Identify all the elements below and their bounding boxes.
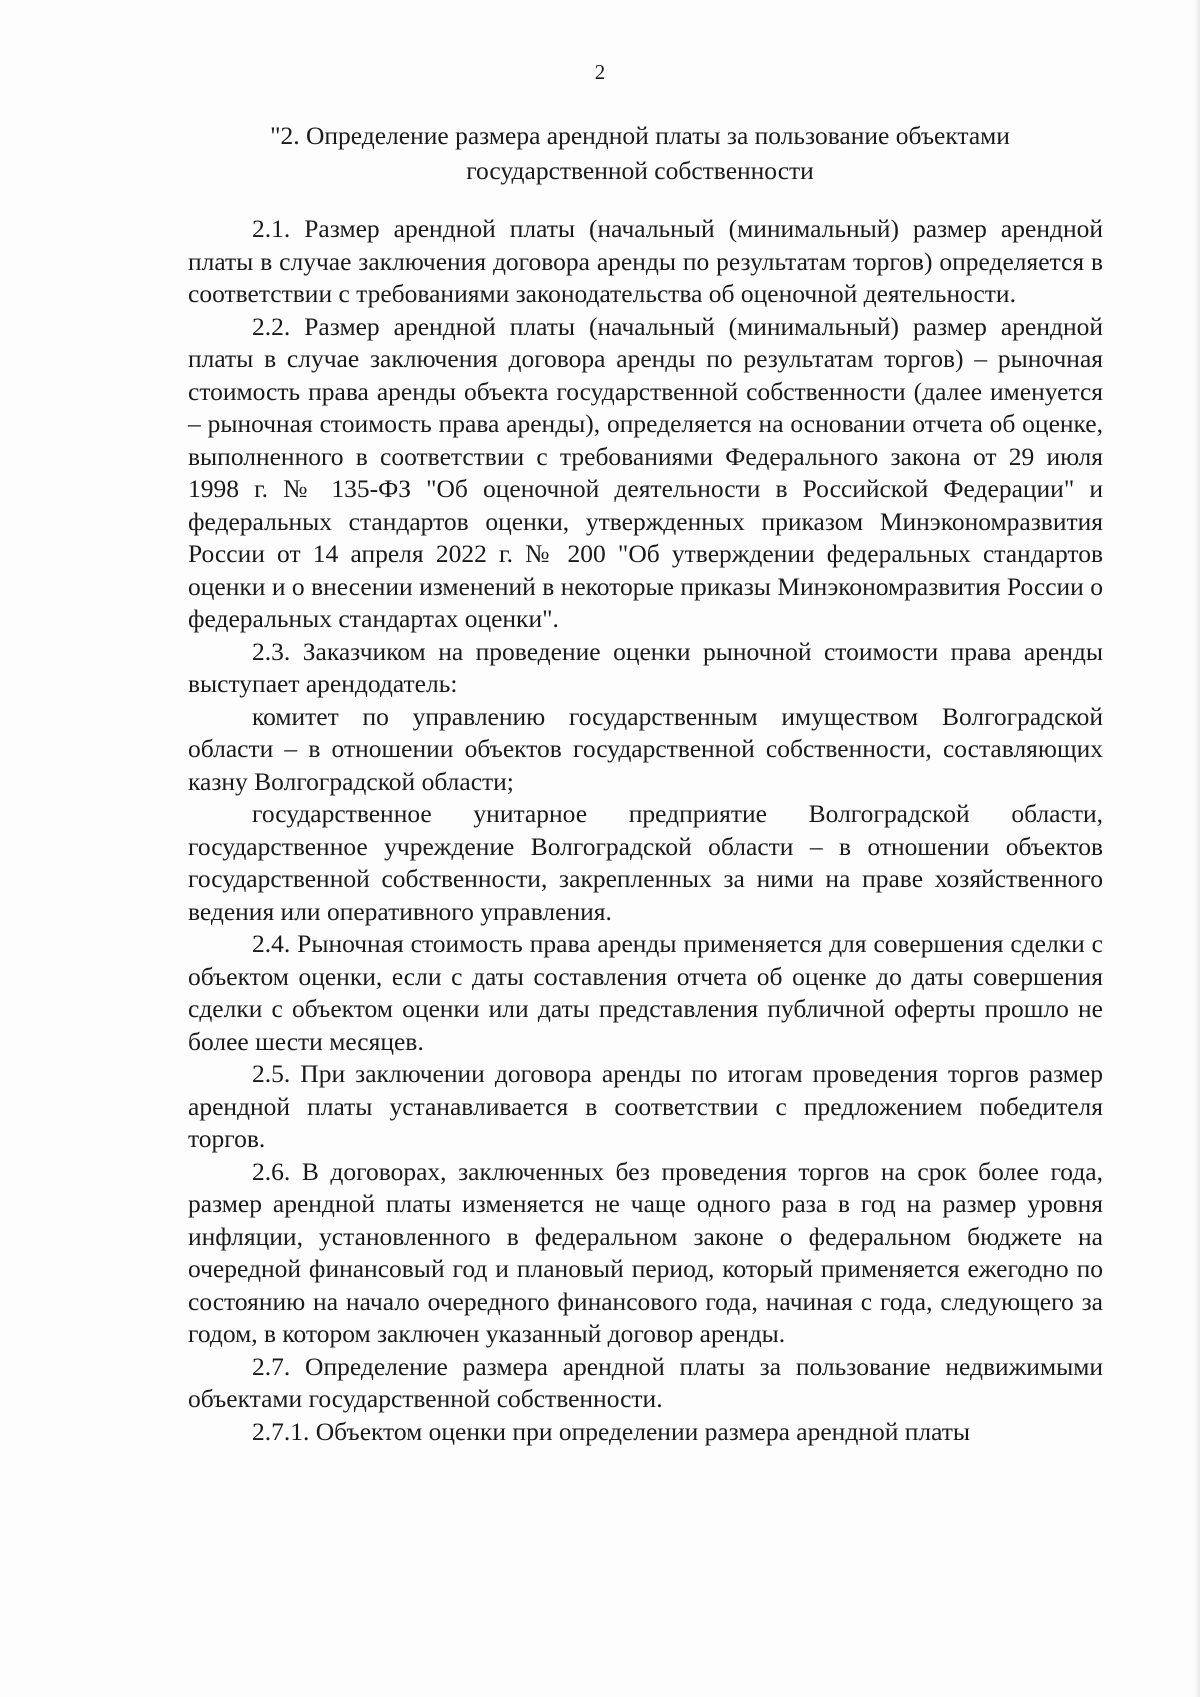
paragraph-2-5: 2.5. При заключении договора аренды по итогам проведения торгов размер арендной платы устанавливается в соответствии с предложением победителя торгов. [188,1059,1103,1153]
paragraph-2-3-enterprise: государственное унитарное предприятие Волгоградской области, государственное учреждение Волгоградской области – в отношении объектов государственной собственности, закрепленных за ними на праве хозяйственного ведения или оперативного управления. [188,799,1103,926]
paragraph-2-3-committee: комитет по управлению государственным имуществом Волгоградской области – в отношении объектов государственной собственности, составляющих казну Волгоградской области; [188,701,1103,796]
page-number: 2 [594,60,606,84]
paragraph-2-3: 2.3. Заказчиком на проведение оценки рыночной стоимости права аренды выступает арендодатель: [188,636,1103,698]
document-body [188,213,1103,1448]
scan-edge-shadow [1194,0,1200,1697]
section-heading: "2. Определение размера арендной платы за пользование объектами государственной собственности [270,121,1010,185]
paragraph-2-1: 2.1. Размер арендной платы (начальный (минимальный) размер арендной платы в случае заключения договора аренды по результатам торгов) определяется в соответствии с требованиями законодательства об оценочной деятельности. [188,214,1103,308]
paragraph-2-7: 2.7. Определение размера арендной платы за пользование недвижимыми объектами государственной собственности. [188,1351,1103,1413]
paragraph-2-2: 2.2. Размер арендной платы (начальный (минимальный) размер арендной платы в случае заключения договора аренды по результатам торгов) – рыночная стоимость права аренды объекта государственной собственности (далее именуется – рыночная стоимость права аренды), определяется на основании отчета об оценке, выполненного в соответствии с требованиями Федерального закона от 29 июля 1998 г. № 135-ФЗ "Об оценочной деятельности в Российской Федерации" и федеральных стандартов оценки, утвержденных приказом Минэкономразвития России от 14 апреля 2022 г. № 200 "Об утверждении федеральных стандартов оценки и о внесении изменений в некоторые приказы Минэкономразвития России о федеральных стандартах оценки". [188,311,1103,633]
paragraph-2-7-1: 2.7.1. Объектом оценки при определении размера арендной платы [252,1416,971,1446]
paragraph-2-4: 2.4. Рыночная стоимость права аренды применяется для совершения сделки с объектом оценки, если с даты составления отчета об оценке до даты совершения сделки с объектом оценки или даты представления публичной оферты прошло не более шести месяцев. [188,929,1103,1056]
paragraph-2-6: 2.6. В договорах, заключенных без проведения торгов на срок более года, размер арендной платы изменяется не чаще одного раза в год на размер уровня инфляции, установленного в федеральном законе о федеральном бюджете на очередной финансовый год и плановый период, который применяется ежегодно по состоянию на начало очередного финансового года, начиная с года, следующего за годом, в котором заключен указанный договор аренды. [188,1156,1103,1348]
